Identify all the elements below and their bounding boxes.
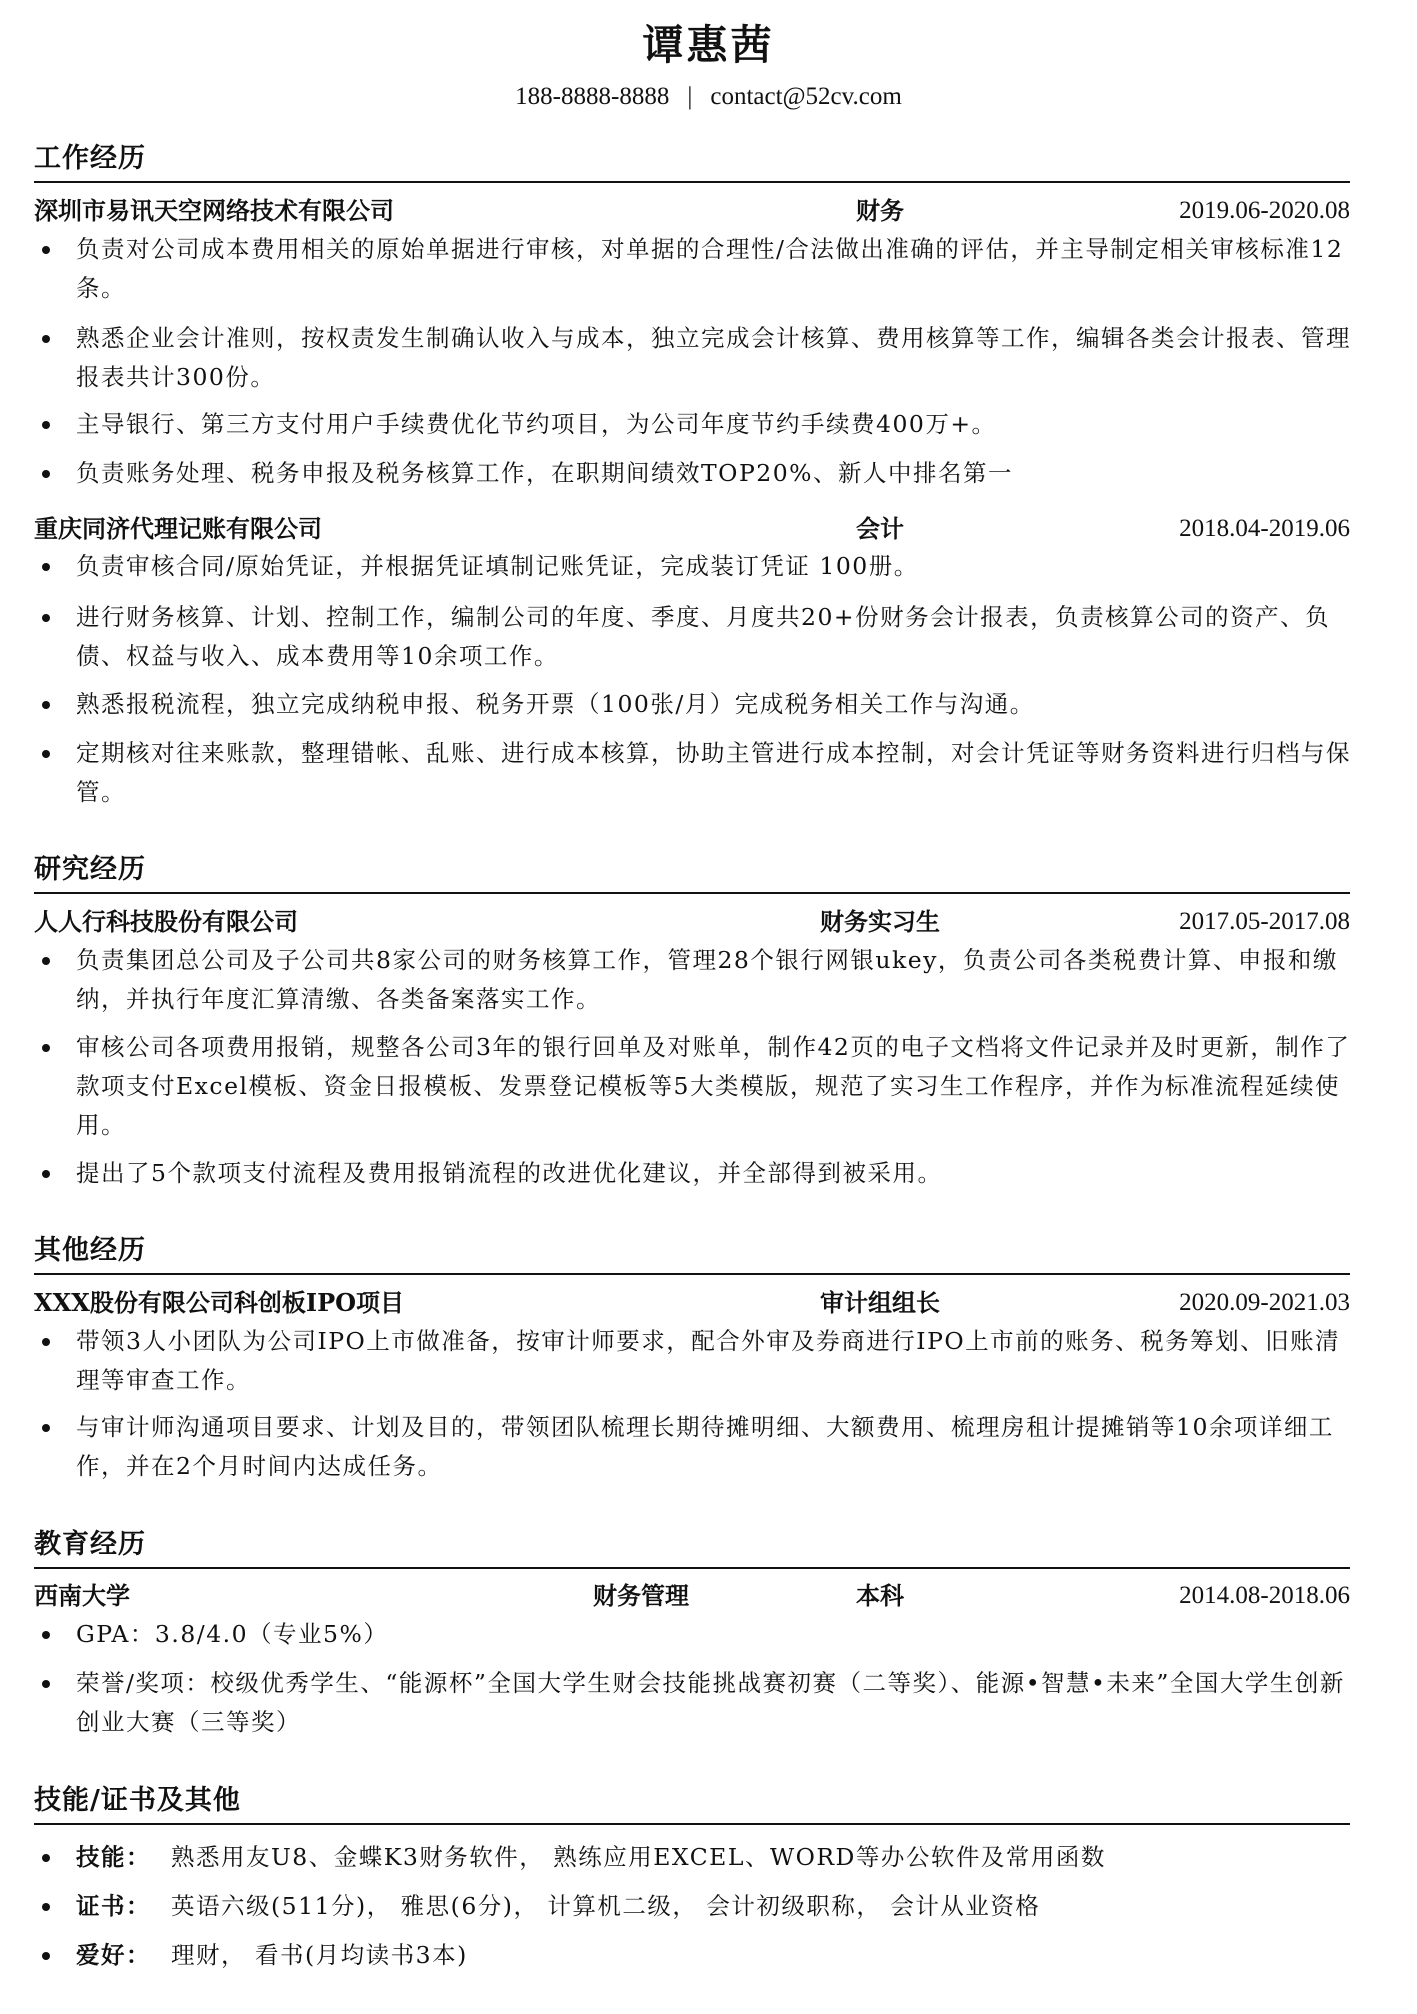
contact-line: [0, 80, 1417, 114]
date-range: 2019.06-2020.08: [1179, 197, 1350, 224]
bullet-dot-icon: [42, 614, 50, 622]
bullet-dot-icon: [42, 563, 50, 571]
date-range: 2017.05-2017.08: [1179, 908, 1350, 935]
date-range: 2014.08-2018.06: [1179, 1582, 1350, 1609]
major-name: 财务管理: [593, 1581, 689, 1610]
date-range: 2018.04-2019.06: [1179, 515, 1350, 542]
work-entry-header: [34, 193, 1350, 229]
bullet-text: 主导银行、第三方支付用户手续费优化节约项目，为公司年度节约手续费400万+。: [76, 410, 997, 438]
hobby-label: 爱好：: [76, 1941, 151, 1969]
bullet-dot-icon: [42, 1952, 50, 1960]
company-name: 深圳市易讯天空网络技术有限公司: [34, 196, 394, 225]
bullet-text: 定期核对往来账款，整理错帐、乱账、进行成本核算，协助主管进行成本控制，对会计凭证等财务资料进行归档与保管。: [76, 739, 1351, 806]
company-name: 人人行科技股份有限公司: [34, 907, 298, 936]
bullet-text: 熟悉报税流程，独立完成纳税申报、税务开票（100张/月）完成税务相关工作与沟通。: [76, 690, 1035, 718]
bullet-dot-icon: [42, 421, 50, 429]
certificate-text: 英语六级(511分)， 雅思(6分)， 计算机二级， 会计初级职称， 会计从业资格: [171, 1892, 1041, 1920]
section-divider-skills: [34, 1823, 1350, 1825]
bullet-dot-icon: [42, 701, 50, 709]
bullet-text: 提出了5个款项支付流程及费用报销流程的改进优化建议，并全部得到被采用。: [76, 1159, 943, 1187]
degree-name: 本科: [856, 1581, 904, 1610]
skill-text: 熟悉用友U8、金蝶K3财务软件， 熟练应用EXCEL、WORD等办公软件及常用函数: [171, 1843, 1106, 1871]
bullet-dot-icon: [42, 1044, 50, 1052]
job-title: 审计组组长: [820, 1288, 940, 1317]
bullet-dot-icon: [42, 1680, 50, 1688]
bullet-dot-icon: [42, 1854, 50, 1862]
bullet-text: 负责审核合同/原始凭证，并根据凭证填制记账凭证，完成装订凭证 100册。: [76, 552, 919, 580]
email-address: contact@52cv.com: [710, 83, 902, 110]
bullet-dot-icon: [42, 1424, 50, 1432]
contact-separator: |: [687, 83, 693, 110]
research-entry-header: [34, 904, 1350, 940]
section-divider-research: [34, 892, 1350, 894]
bullet-text: 熟悉企业会计准则，按权责发生制确认收入与成本，独立完成会计核算、费用核算等工作，编辑各类会计报表、管理报表共计300份。: [76, 324, 1351, 391]
section-title-skills: 技能/证书及其他: [34, 1785, 241, 1816]
bullet-text: 与审计师沟通项目要求、计划及目的，带领团队梳理长期待摊明细、大额费用、梳理房租计提摊销等10余项详细工作，并在2个月时间内达成任务。: [76, 1413, 1334, 1480]
bullet-dot-icon: [42, 750, 50, 758]
bullet-text: GPA：3.8/4.0（专业5%）: [76, 1620, 389, 1648]
date-range: 2020.09-2021.03: [1179, 1289, 1350, 1316]
bullet-text: 负责账务处理、税务申报及税务核算工作，在职期间绩效TOP20%、新人中排名第一: [76, 459, 1013, 487]
bullet-dot-icon: [42, 1903, 50, 1911]
section-title-work: 工作经历: [34, 143, 146, 174]
bullet-text: 负责对公司成本费用相关的原始单据进行审核，对单据的合理性/合法做出准确的评估，并主导制定相关审核标准12条。: [76, 235, 1344, 302]
other-entry-header: [34, 1285, 1350, 1321]
section-divider-work: [34, 181, 1350, 183]
company-name: 重庆同济代理记账有限公司: [34, 514, 322, 543]
school-name: 西南大学: [34, 1581, 130, 1610]
job-title: 财务: [856, 196, 904, 225]
bullet-dot-icon: [42, 1631, 50, 1639]
phone-number: 188-8888-8888: [515, 83, 670, 110]
section-divider-other: [34, 1273, 1350, 1275]
bullet-dot-icon: [42, 335, 50, 343]
company-name: XXX股份有限公司科创板IPO项目: [34, 1288, 405, 1317]
work-entry-header: [34, 511, 1350, 547]
hobby-text: 理财， 看书(月均读书3本): [171, 1941, 468, 1969]
section-title-research: 研究经历: [34, 854, 146, 885]
bullet-dot-icon: [42, 957, 50, 965]
bullet-dot-icon: [42, 470, 50, 478]
candidate-name: 谭惠茜: [642, 21, 775, 69]
job-title: 财务实习生: [820, 907, 940, 936]
section-title-education: 教育经历: [34, 1529, 146, 1560]
bullet-dot-icon: [42, 1170, 50, 1178]
bullet-text: 带领3人小团队为公司IPO上市做准备，按审计师要求，配合外审及券商进行IPO上市前的账务、税务筹划、旧账清理等审查工作。: [76, 1327, 1341, 1394]
bullet-text: 进行财务核算、计划、控制工作，编制公司的年度、季度、月度共20+份财务会计报表，负责核算公司的资产、负债、权益与收入、成本费用等10余项工作。: [76, 603, 1331, 670]
section-title-other: 其他经历: [34, 1235, 146, 1266]
job-title: 会计: [856, 514, 904, 543]
skill-label: 技能：: [76, 1843, 151, 1871]
bullet-dot-icon: [42, 1338, 50, 1346]
bullet-dot-icon: [42, 246, 50, 254]
bullet-text: 荣誉/奖项：校级优秀学生、“能源杯”全国大学生财会技能挑战赛初赛（二等奖）、能源•智慧•未来”全国大学生创新创业大赛（三等奖）: [76, 1669, 1345, 1736]
section-divider-education: [34, 1567, 1350, 1569]
certificate-label: 证书：: [76, 1892, 151, 1920]
education-entry-header: [34, 1578, 1350, 1614]
bullet-text: 负责集团总公司及子公司共8家公司的财务核算工作，管理28个银行网银ukey，负责公司各类税费计算、申报和缴纳，并执行年度汇算清缴、各类备案落实工作。: [76, 946, 1338, 1013]
bullet-text: 审核公司各项费用报销，规整各公司3年的银行回单及对账单，制作42页的电子文档将文件记录并及时更新，制作了款项支付Excel模板、资金日报模板、发票登记模板等5大类模版，规范了实习生工作程序，并作为标准流程延续使用。: [76, 1033, 1351, 1139]
